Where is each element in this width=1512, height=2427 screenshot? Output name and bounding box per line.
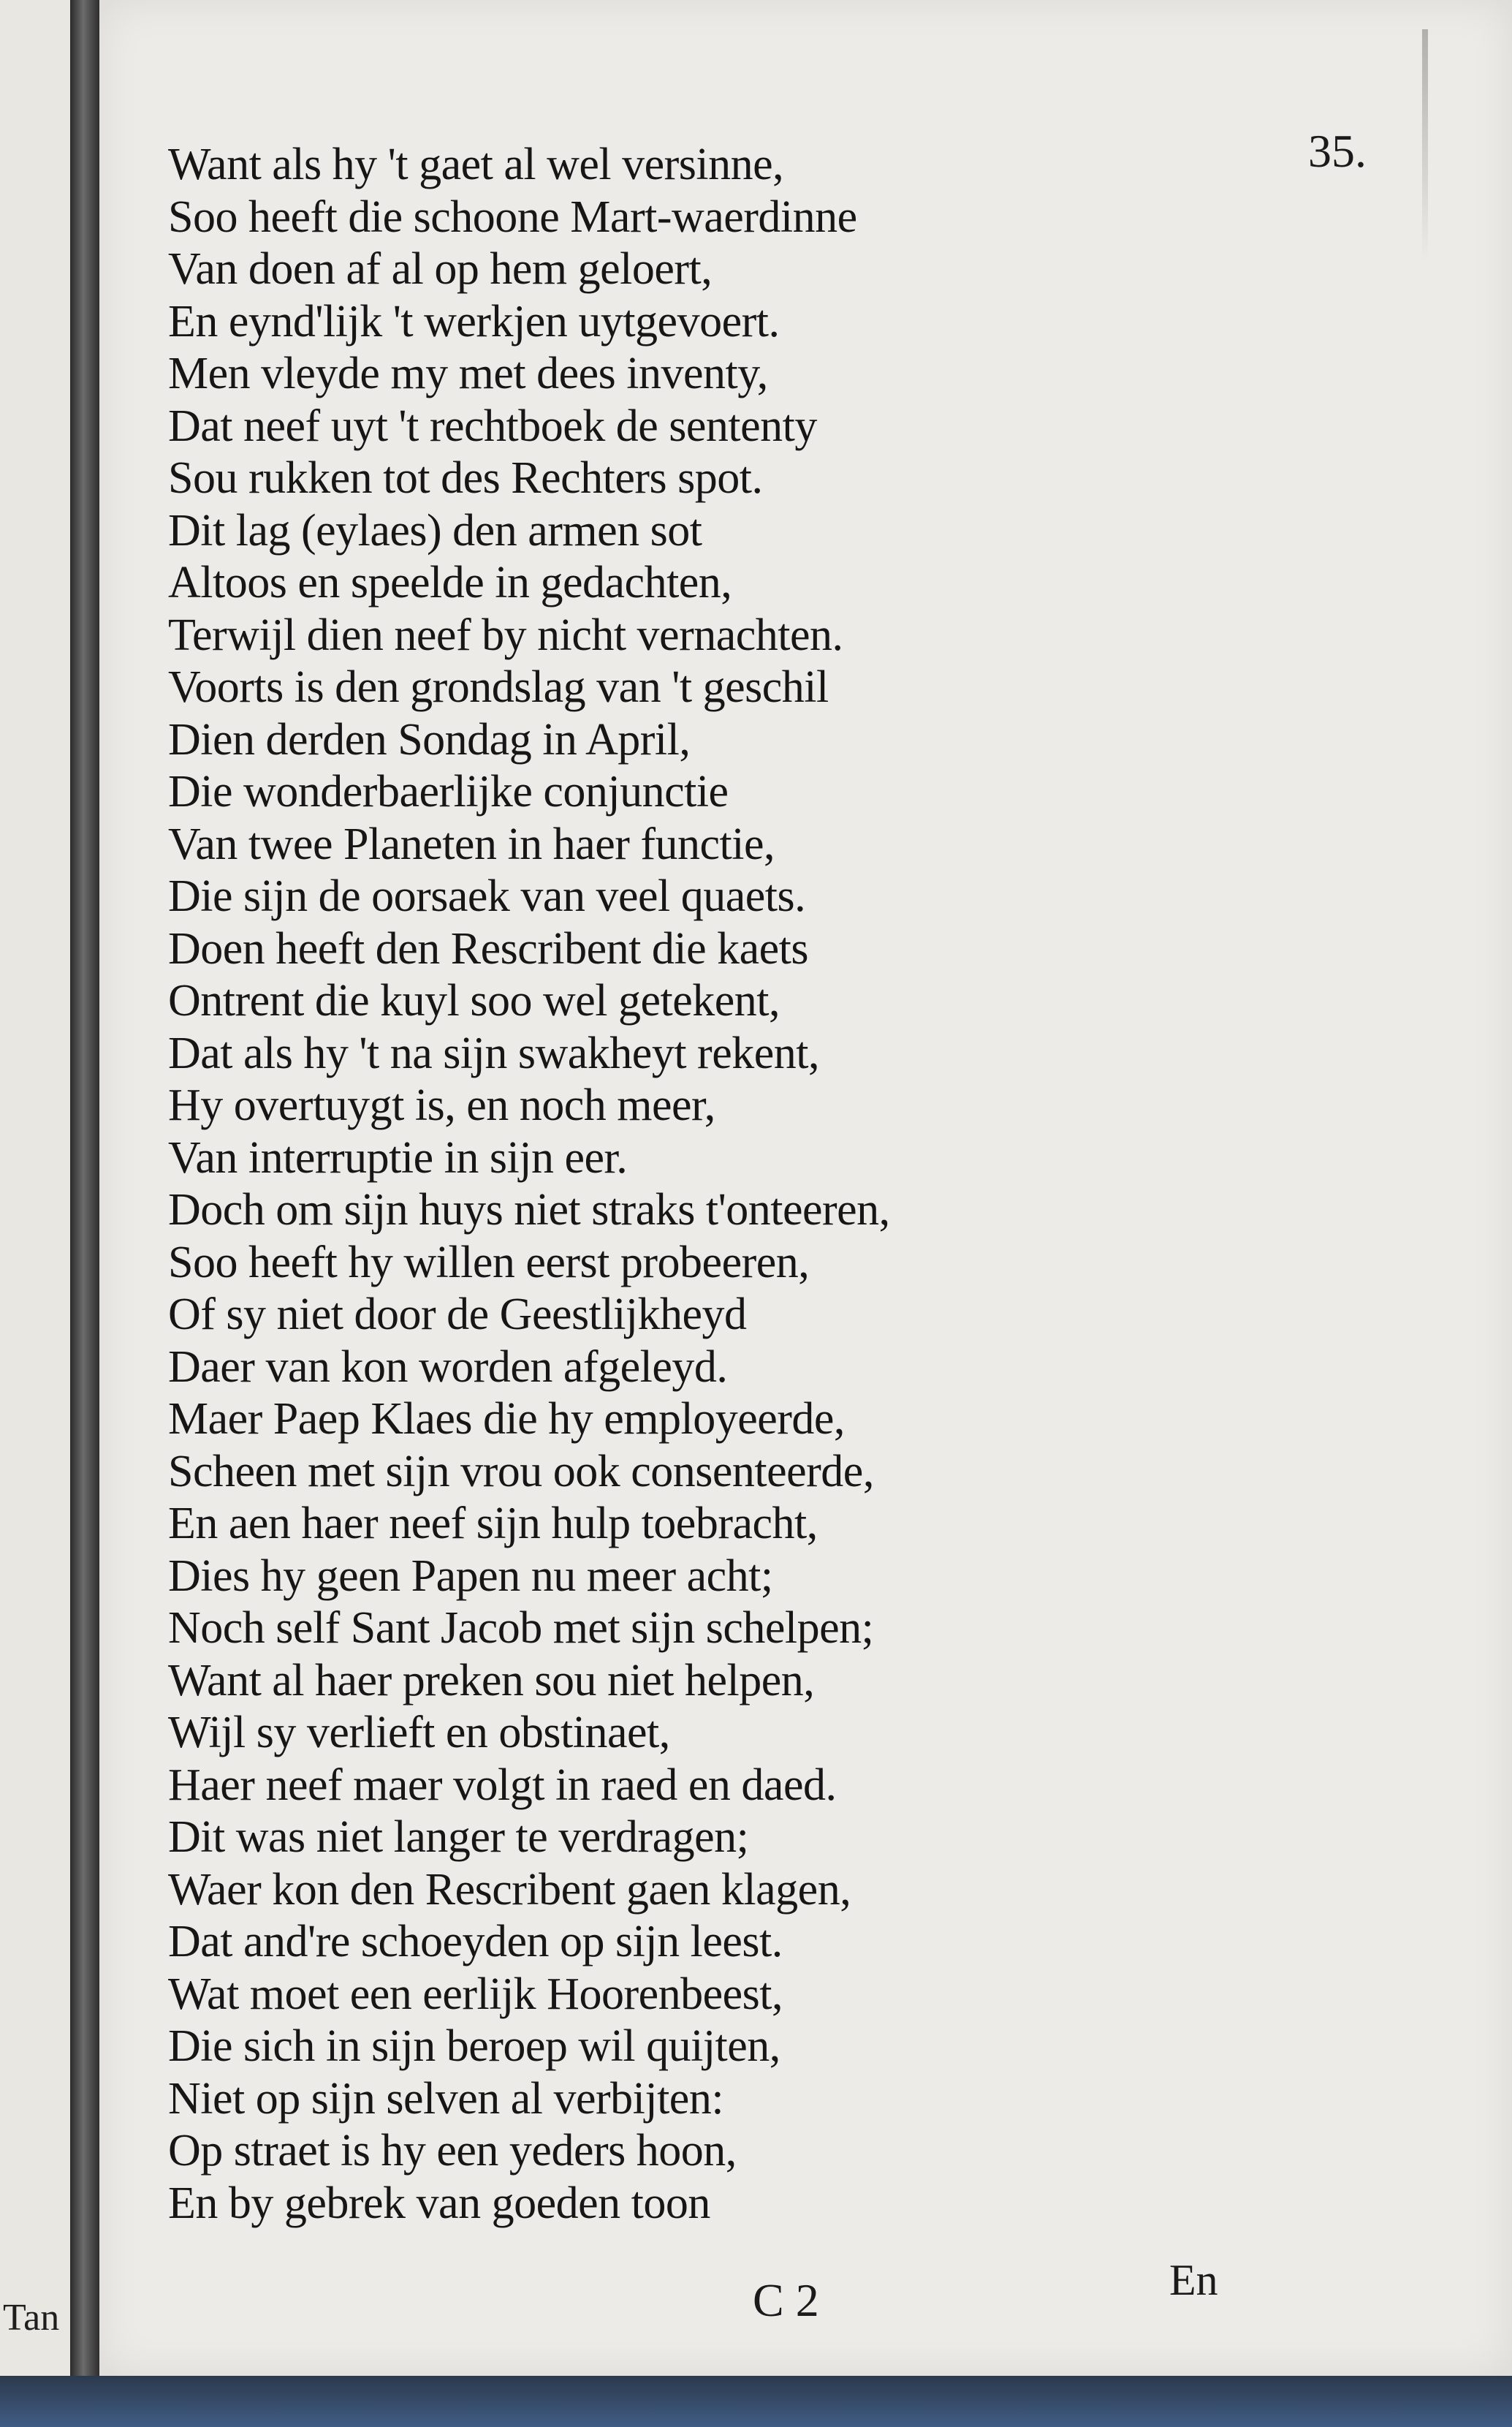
page-number: 35. — [1308, 125, 1367, 177]
poem-line: Doch om sijn huys niet straks t'onteeren, — [168, 1185, 890, 1235]
poem-line: Op straet is hy een yeders hoon, — [168, 2126, 737, 2176]
bottom-background — [0, 2376, 1512, 2427]
poem-line: Sou rukken tot des Rechters spot. — [168, 453, 763, 503]
poem-line: En eynd'lijk 't werkjen uytgevoert. — [168, 296, 780, 347]
previous-page-text-fragment: Tan — [3, 2297, 60, 2339]
poem-line: Haer neef maer volgt in raed en daed. — [168, 1760, 837, 1810]
poem-line: Want al haer preken sou niet helpen, — [168, 1655, 815, 1705]
poem-line: En aen haer neef sijn hulp toebracht, — [168, 1499, 818, 1548]
poem-line: Dat and're schoeyden op sijn leest. — [168, 1917, 783, 1966]
poem-line: Daer van kon worden afgeleyd. — [168, 1341, 728, 1392]
poem-line: Of sy niet door de Geestlijkheyd — [168, 1290, 747, 1339]
poem-line: Dit was niet langer te verdragen; — [168, 1812, 749, 1862]
poem-line: Niet op sijn selven al verbijten: — [168, 2073, 724, 2124]
poem-line: Van interruptie in sijn eer. — [168, 1132, 628, 1183]
poem-text — [168, 139, 1337, 2230]
poem-line: Noch self Sant Jacob met sijn schelpen; — [168, 1603, 874, 1653]
poem-line: Wijl sy verlieft en obstinaet, — [168, 1708, 670, 1757]
poem-line: Soo heeft hy willen eerst probeeren, — [168, 1237, 810, 1287]
poem-line: Hy overtuygt is, en noch meer, — [168, 1080, 715, 1130]
poem-line: En by gebrek van goeden toon — [168, 2178, 710, 2228]
poem-line: Dat neef uyt 't rechtboek de sententy — [168, 401, 817, 451]
poem-line: Terwijl dien neef by nicht vernachten. — [168, 610, 843, 660]
poem-line: Want als hy 't gaet al wel versinne, — [168, 140, 784, 189]
poem-line: Soo heeft die schoone Mart-waerdinne — [168, 192, 857, 242]
poem-line: Die sijn de oorsaek van veel quaets. — [168, 871, 806, 921]
poem-line: Dien derden Sondag in April, — [168, 714, 691, 765]
poem-line: Wat moet een eerlijk Hoorenbeest, — [168, 1969, 783, 2019]
signature-mark: C 2 — [753, 2274, 819, 2326]
poem-line: Waer kon den Rescribent gaen klagen, — [168, 1864, 851, 1915]
book-binding — [70, 0, 99, 2390]
poem-line: Die wonderbaerlijke conjunctie — [168, 767, 729, 817]
poem-line: Van doen af al op hem geloert, — [168, 244, 713, 294]
poem-line: Die sich in sijn beroep wil quijten, — [168, 2021, 780, 2071]
page-edge-shadow — [1422, 29, 1428, 263]
poem-line: Voorts is den grondslag van 't geschil — [168, 662, 829, 712]
poem-line: Men vleyde my met dees inventy, — [168, 349, 768, 398]
poem-line: Scheen met sijn vrou ook consenteerde, — [168, 1446, 874, 1496]
poem-line: Dat als hy 't na sijn swakheyt rekent, — [168, 1028, 819, 1078]
catchword: En — [1169, 2256, 1218, 2304]
poem-line: Doen heeft den Rescribent die kaets — [168, 923, 808, 974]
poem-line: Van twee Planeten in haer functie, — [168, 819, 775, 869]
poem-line: Altoos en speelde in gedachten, — [168, 558, 732, 607]
poem-line: Dies hy geen Papen nu meer acht; — [168, 1551, 773, 1601]
poem-line: Dit lag (eylaes) den armen sot — [168, 505, 702, 556]
poem-line: Maer Paep Klaes die hy employeerde, — [168, 1394, 845, 1444]
poem-line: Ontrent die kuyl soo wel getekent, — [168, 976, 780, 1026]
